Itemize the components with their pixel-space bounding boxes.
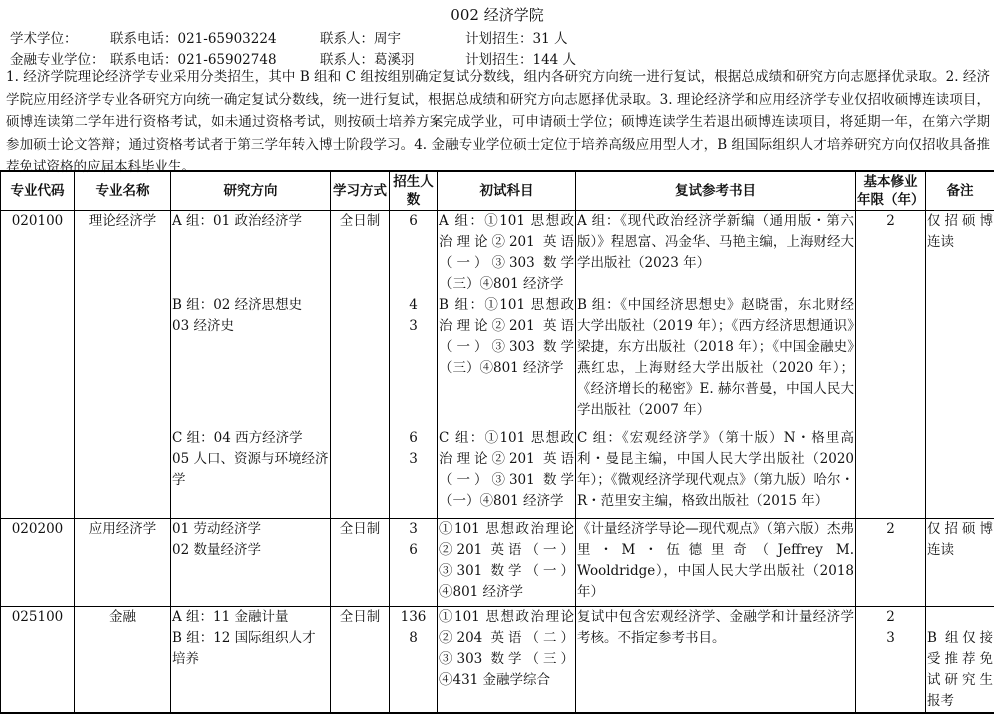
program-code: 025100 [1,606,75,713]
page-title: 002 经济学院 [0,4,994,25]
count: 3 [391,449,436,470]
exam-subjects: C 组：①101 思想政治理论②201 英语（一）③301 数学（一）④801 经济学 [438,428,576,518]
direction: 05 人口、资源与环境经济学 [172,449,329,491]
count-cell [390,295,438,428]
study-years: 3 [857,628,924,649]
degree-type: 金融专业学位： [10,48,105,68]
table-row [1,211,994,296]
program-code: 020200 [1,518,75,606]
header-books: 复试参考书目 [576,171,856,211]
reference-books: 复试中包含宏观经济学、金融学和计量经济学考核。不指定参考书目。 [576,606,856,713]
reference-books: 《计量经济学导论—现代观点》（第六版）杰弗里・M・伍德里奇（Jeffrey M. Wooldridge），中国人民大学出版社（2018 年） [576,518,856,606]
degree-type: 学术学位： [10,27,78,47]
direction-cell [171,211,331,296]
study-years-cell [856,606,926,713]
direction-cell [171,295,331,428]
study-mode: 全日制 [331,518,390,606]
direction-cell [171,428,331,518]
enrollment-plan: 计划招生：31 人 [465,27,567,47]
table-row [1,606,994,713]
direction: B 组：02 经济思想史 [172,295,329,316]
exam-subjects: A 组：①101 思想政治理论②201 英语（一）③303 数学（三）④801 经济学 [438,211,576,296]
reference-books: A 组：《现代政治经济学新编（通用版・第六版）》程恩富、冯金华、马艳主编，上海财经大学出版社（2023 年） [576,211,856,296]
admission-notes: 1. 经济学院理论经济学专业采用分类招生，其中 B 组和 C 组按组别确定复试分数线，组内各研究方向统一进行复试，根据总成绩和研究方向志愿择优录取。2. 经济学院应用经济学专业各研究方向统一确定复试分数线，统一进行复试，根据总成绩和研究方向志愿择优录取。3. 理论经济学和应用经济学专业仅招收硕博连读项目，硕博连读第二学年进行资格考试，如未通过资格考试，则按硕士培养方案完成学业，可申请硕士学位；硕博连读学生若退出硕博连读项目，将延期一年，在第六学期参加硕士论文答辩；通过资格考试者于第三学年转入博士阶段学习。4. 金融专业学位硕士定位于培养高级应用型人才，B 组国际组织人才培养研究方向仅招收具备推荐免试资格的应届本科毕业生。 [6,66,990,179]
direction: 03 经济史 [172,316,329,337]
study-years: 2 [856,518,926,606]
count-cell [390,518,438,606]
count-cell [390,428,438,518]
exam-subjects: ①101 思想政治理论②201 英语（一）③301 数学（一）④801 经济学 [438,518,576,606]
remark: 仅招硕博连读 [926,518,994,606]
direction: 02 数量经济学 [172,540,329,561]
header-years: 基本修业年限（年） [856,171,926,211]
study-mode: 全日制 [331,211,390,519]
count: 8 [391,628,436,649]
program-name: 理论经济学 [75,211,171,519]
exam-subjects: B 组：①101 思想政治理论②201 英语（一）③303 数学（三）④801 经济学 [438,295,576,428]
header-direction: 研究方向 [171,171,331,211]
study-years: 2 [856,211,926,519]
program-table [0,170,994,714]
direction-cell [171,518,331,606]
remark: 仅招硕博连读 [926,211,994,519]
direction: 01 劳动经济学 [172,519,329,540]
exam-subjects: ①101 思想政治理论②204 英语（二）③303 数学（三）④431 金融学综合 [438,606,576,713]
count: 6 [391,540,436,561]
direction: B 组：12 国际组织人才培养 [172,628,329,670]
header-code: 专业代码 [1,171,75,211]
contact-phone: 联系电话：021-65903224 [110,27,277,47]
count-cell [390,211,438,296]
direction: A 组：11 金融计量 [172,607,329,628]
reference-books: B 组：《中国经济思想史》赵晓雷，东北财经大学出版社（2019 年）；《西方经济思想通识》梁捷，东方出版社（2018 年）；《中国金融史》燕红忠，上海财经大学出版社（2020 年）；《经济增长的秘密》E. 赫尔普曼，中国人民大学出版社（2007 年） [576,295,856,428]
count: 136 [391,607,436,628]
enrollment-plan: 计划招生：144 人 [465,48,576,68]
program-name: 金融 [75,606,171,713]
count: 3 [391,519,436,540]
direction: A 组：01 政治经济学 [172,211,329,232]
count: 4 [391,295,436,316]
header-remark: 备注 [926,171,994,211]
count: 6 [391,428,436,449]
header-exam: 初试科目 [438,171,576,211]
reference-books: C 组：《宏观经济学》（第十版）N・格里高利・曼昆主编，中国人民大学出版社（2020 年）；《微观经济学现代观点》（第九版）哈尔・R・范里安主编，格致出版社（2015 年） [576,428,856,518]
table-row [1,518,994,606]
contact-person: 联系人：周宇 [320,27,401,47]
study-mode: 全日制 [331,606,390,713]
header-name: 专业名称 [75,171,171,211]
count: 3 [391,316,436,337]
program-name: 应用经济学 [75,518,171,606]
count: 6 [391,211,436,232]
contact-person: 联系人：葛溪羽 [320,48,415,68]
remark: B 组仅接受推荐免试研究生报考 [926,606,994,713]
contact-phone: 联系电话：021-65902748 [110,48,277,68]
count-cell [390,606,438,713]
direction: C 组：04 西方经济学 [172,428,329,449]
table-header [1,171,994,211]
header-count: 招生人数 [390,171,438,211]
header-mode: 学习方式 [331,171,390,211]
study-years: 2 [857,607,924,628]
program-code: 020100 [1,211,75,519]
direction-cell [171,606,331,713]
